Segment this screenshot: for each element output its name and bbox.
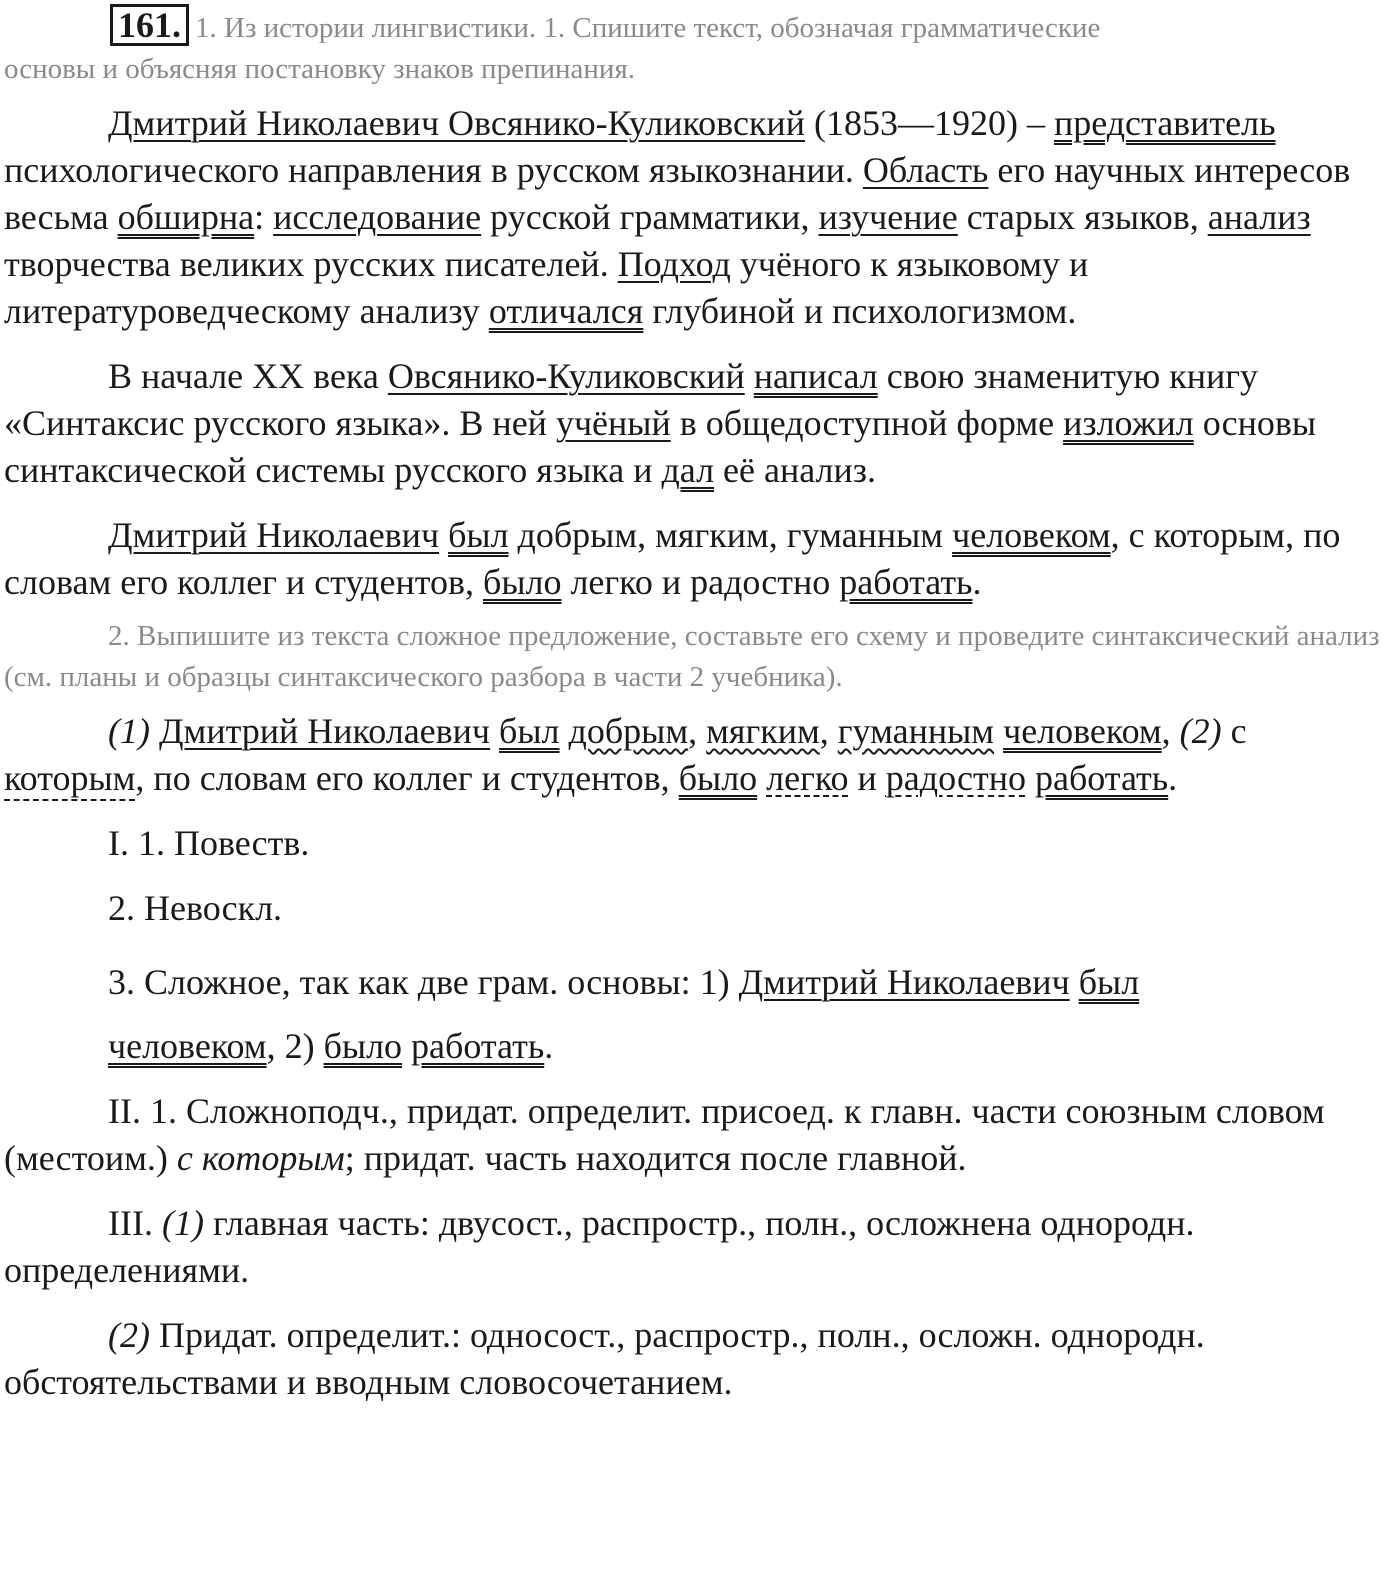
text-run: её анализ. [714, 450, 876, 490]
exercise-header [4, 4, 1384, 90]
analysis-line-2: 2. Невоскл. [108, 888, 283, 928]
predicate: человеком [108, 1026, 267, 1066]
part-marker: (1) [161, 1203, 204, 1243]
object: которым [4, 758, 135, 801]
subject: Дмитрий Николаевич [738, 962, 1070, 1002]
text-paragraph-1 [4, 100, 1384, 335]
predicate: написал [753, 356, 878, 396]
text-run: в общедоступной форме [670, 403, 1064, 443]
text-run: : [254, 197, 274, 237]
subject: Дмитрий Николаевич [108, 515, 440, 555]
part-marker: (2) [108, 1315, 150, 1355]
predicate: было [483, 562, 562, 602]
part-marker: (1) [108, 711, 150, 751]
task-2-text: 2. Выпишите из текста сложное предложение, составьте его схему и проведите синтаксический анализ (см. планы и образцы синтаксического разбора в части 2 учебника). [4, 620, 1380, 693]
text-run: русской грамматики, [481, 197, 819, 237]
analysis-line-5 [4, 1200, 1384, 1294]
text-run: глубиной и психологизмом. [643, 291, 1077, 331]
predicate: работать [411, 1026, 545, 1066]
subject: Подход [617, 244, 731, 284]
predicate: человеком [952, 515, 1111, 555]
predicate: был [448, 515, 509, 555]
text-run: Придат. определит.: односост., распростр., полн., осложн. однородн. обстоятельствами и вводным словосочетанием. [4, 1315, 1205, 1402]
subject: изучение [818, 197, 958, 237]
text-run: и [857, 758, 877, 798]
exercise-number: 161. [110, 4, 189, 46]
text-run: . [1168, 758, 1178, 798]
analysis-line-3 [108, 950, 1400, 1078]
text-run: , с которым, по словам его коллег и студентов, [4, 515, 1341, 602]
text-run: 3. Сложное, так как две грам. основы: 1) [108, 962, 739, 1002]
predicate: обширна [117, 197, 255, 237]
subject: учёный [555, 403, 671, 443]
text-run: В начале XX века [108, 356, 388, 396]
italic-phrase: с которым [176, 1138, 345, 1178]
text-run: . [972, 562, 982, 602]
subject: Дмитрий Николаевич [158, 711, 491, 751]
adverbial: радостно [885, 758, 1026, 798]
text-run: учёного к языковому и литературоведческому анализу [4, 244, 1089, 331]
adverbial: легко [766, 758, 849, 798]
predicate: был [1078, 962, 1140, 1002]
predicate: изложил [1063, 403, 1194, 443]
predicate: работать [1034, 758, 1169, 798]
predicate: дал [661, 450, 715, 490]
predicate: был [499, 711, 560, 751]
predicate: отличался [488, 291, 644, 331]
part-marker: (2) [1179, 711, 1222, 751]
text-run: психологического направления в русском языкознании. [4, 150, 854, 190]
text-run: II. 1. Сложноподч., придат. определит. присоед. к главн. части союзным словом (местоим.) [4, 1091, 1325, 1178]
text-paragraph-2 [4, 353, 1384, 494]
predicate: работать [839, 562, 973, 602]
analysis-line-4 [4, 1088, 1384, 1182]
text-run: главная часть: двусост., распростр., полн., осложнена однородн. определениями. [4, 1203, 1195, 1290]
predicate: представитель [1053, 103, 1276, 143]
subject: Дмитрий Николаевич Овсянико-Куликовский [108, 103, 805, 143]
subject: Область [862, 150, 989, 190]
text-run: легко и радостно [561, 562, 840, 602]
text-run: с [1230, 711, 1247, 751]
text-paragraph-3 [4, 512, 1384, 606]
text-run: старых языков, [957, 197, 1208, 237]
analysis-line-6 [4, 1312, 1384, 1406]
text-run: III. [108, 1203, 162, 1243]
task-1-text-cont: основы и объясняя постановку знаков препинания. [4, 53, 636, 85]
analysis-line-1: I. 1. Повеств. [108, 823, 310, 863]
predicate: человеком [1003, 711, 1162, 751]
attribute: мягким [706, 711, 820, 751]
task-1-text: 1. Из истории лингвистики. 1. Спишите текст, обозначая грамматические [195, 12, 1101, 44]
text-run: (1853—1920) – [804, 103, 1045, 143]
subject: Овсянико-Куликовский [387, 356, 745, 396]
predicate: было [678, 758, 758, 798]
subject: исследование [273, 197, 482, 237]
text-run [439, 515, 448, 555]
text-run: , 2) [266, 1026, 315, 1066]
text-run: творчества великих русских писателей. [4, 244, 618, 284]
subject: анализ [1207, 197, 1311, 237]
text-run: добрым, мягким, гуманным [508, 515, 953, 555]
text-run: . [544, 1026, 554, 1066]
text-run: основы синтаксической системы русского языка и [4, 403, 1317, 490]
text-run [745, 356, 754, 396]
attribute: добрым [568, 711, 689, 751]
text-run: свою знаменитую книгу «Синтаксис русского языка». В ней [4, 356, 1259, 443]
text-run: ; придат. часть находится после главной. [344, 1138, 967, 1178]
attribute: гуманным [837, 711, 995, 751]
predicate: было [323, 1026, 403, 1066]
analysed-sentence: (1) Дмитрий Николаевич был добрым, мягким, гуманным человеком, (2) с которым, по словам его коллег и студентов, было легко и радостно работать. [4, 708, 1384, 802]
text-run: , по словам его коллег и студентов, [135, 758, 679, 798]
text-run: его научных интересов весьма [4, 150, 1351, 237]
